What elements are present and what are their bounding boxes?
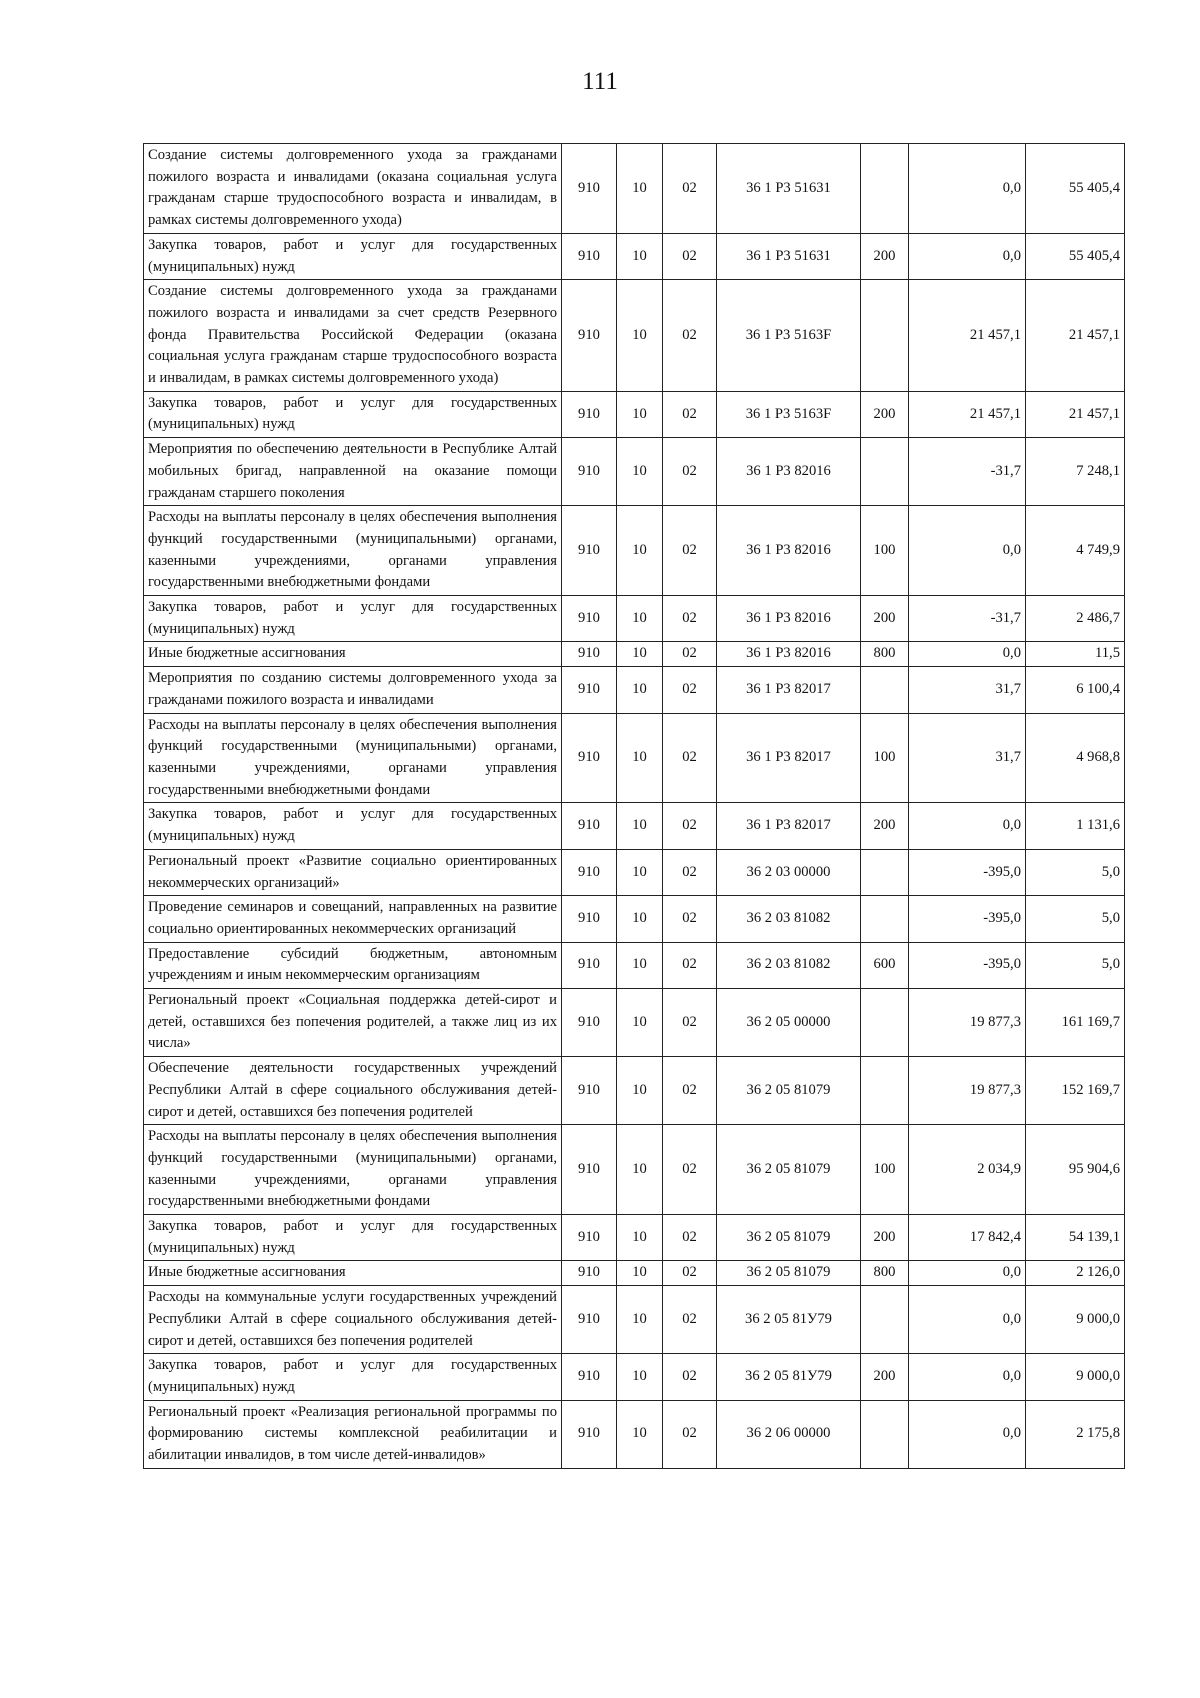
cell-target-article: 36 2 03 81082 xyxy=(717,942,861,988)
table-row xyxy=(144,1125,1125,1215)
cell-ministry-code: 910 xyxy=(562,1261,617,1286)
cell-expense-type xyxy=(861,1286,909,1354)
cell-section-code: 10 xyxy=(617,233,663,279)
cell-total-amount: 21 457,1 xyxy=(1026,280,1125,392)
cell-expense-type: 100 xyxy=(861,506,909,596)
table-row xyxy=(144,1057,1125,1125)
table-row xyxy=(144,1286,1125,1354)
cell-change-amount: 0,0 xyxy=(909,1400,1026,1468)
cell-target-article: 36 1 Р3 82017 xyxy=(717,713,861,803)
cell-ministry-code: 910 xyxy=(562,280,617,392)
cell-expense-type: 200 xyxy=(861,391,909,437)
cell-subsection-code: 02 xyxy=(663,1354,717,1400)
cell-section-code: 10 xyxy=(617,667,663,713)
cell-target-article: 36 2 06 00000 xyxy=(717,1400,861,1468)
cell-description: Расходы на выплаты персоналу в целях обеспечения выполнения функций государственными (муниципальными) органами, казенными учреждениями, органами управления государственными внебюджетными фондами xyxy=(144,506,562,596)
cell-section-code: 10 xyxy=(617,803,663,849)
table-row xyxy=(144,1261,1125,1286)
cell-subsection-code: 02 xyxy=(663,713,717,803)
cell-subsection-code: 02 xyxy=(663,942,717,988)
cell-ministry-code: 910 xyxy=(562,1354,617,1400)
cell-change-amount: 31,7 xyxy=(909,713,1026,803)
cell-section-code: 10 xyxy=(617,896,663,942)
cell-ministry-code: 910 xyxy=(562,233,617,279)
table-row xyxy=(144,233,1125,279)
page-number: 111 xyxy=(582,68,618,95)
cell-description: Закупка товаров, работ и услуг для государственных (муниципальных) нужд xyxy=(144,596,562,642)
cell-expense-type: 200 xyxy=(861,596,909,642)
cell-subsection-code: 02 xyxy=(663,803,717,849)
cell-section-code: 10 xyxy=(617,144,663,234)
table-row xyxy=(144,989,1125,1057)
cell-ministry-code: 910 xyxy=(562,642,617,667)
cell-subsection-code: 02 xyxy=(663,1215,717,1261)
cell-section-code: 10 xyxy=(617,1057,663,1125)
cell-subsection-code: 02 xyxy=(663,989,717,1057)
cell-ministry-code: 910 xyxy=(562,849,617,895)
cell-subsection-code: 02 xyxy=(663,506,717,596)
cell-change-amount: -31,7 xyxy=(909,438,1026,506)
cell-description: Мероприятия по обеспечению деятельности в Республике Алтай мобильных бригад, направленной на оказание помощи гражданам старшего поколения xyxy=(144,438,562,506)
cell-change-amount: 0,0 xyxy=(909,1354,1026,1400)
cell-ministry-code: 910 xyxy=(562,1215,617,1261)
cell-subsection-code: 02 xyxy=(663,144,717,234)
table-row xyxy=(144,1354,1125,1400)
table-body xyxy=(144,144,1125,1469)
cell-description: Иные бюджетные ассигнования xyxy=(144,642,562,667)
cell-description: Обеспечение деятельности государственных учреждений Республики Алтай в сфере социального обслуживания детей-сирот и детей, оставшихся без попечения родителей xyxy=(144,1057,562,1125)
table-row xyxy=(144,713,1125,803)
cell-target-article: 36 1 Р3 82017 xyxy=(717,803,861,849)
cell-ministry-code: 910 xyxy=(562,506,617,596)
cell-change-amount: 19 877,3 xyxy=(909,1057,1026,1125)
cell-total-amount: 9 000,0 xyxy=(1026,1286,1125,1354)
cell-section-code: 10 xyxy=(617,596,663,642)
cell-change-amount: -395,0 xyxy=(909,849,1026,895)
cell-subsection-code: 02 xyxy=(663,1261,717,1286)
cell-description: Расходы на выплаты персоналу в целях обеспечения выполнения функций государственными (муниципальными) органами, казенными учреждениями, органами управления государственными внебюджетными фондами xyxy=(144,1125,562,1215)
cell-target-article: 36 1 Р3 51631 xyxy=(717,144,861,234)
cell-ministry-code: 910 xyxy=(562,942,617,988)
cell-change-amount: 17 842,4 xyxy=(909,1215,1026,1261)
cell-description: Расходы на выплаты персоналу в целях обеспечения выполнения функций государственными (муниципальными) органами, казенными учреждениями, органами управления государственными внебюджетными фондами xyxy=(144,713,562,803)
cell-ministry-code: 910 xyxy=(562,596,617,642)
cell-expense-type xyxy=(861,280,909,392)
cell-target-article: 36 2 05 81У79 xyxy=(717,1354,861,1400)
table-row xyxy=(144,1215,1125,1261)
cell-subsection-code: 02 xyxy=(663,280,717,392)
table-row xyxy=(144,849,1125,895)
cell-expense-type xyxy=(861,438,909,506)
cell-expense-type: 600 xyxy=(861,942,909,988)
cell-target-article: 36 2 03 81082 xyxy=(717,896,861,942)
cell-expense-type: 800 xyxy=(861,642,909,667)
cell-description: Иные бюджетные ассигнования xyxy=(144,1261,562,1286)
cell-target-article: 36 1 Р3 82017 xyxy=(717,667,861,713)
cell-expense-type: 200 xyxy=(861,803,909,849)
cell-total-amount: 4 749,9 xyxy=(1026,506,1125,596)
table-row xyxy=(144,596,1125,642)
cell-subsection-code: 02 xyxy=(663,1400,717,1468)
cell-change-amount: 0,0 xyxy=(909,1286,1026,1354)
cell-change-amount: 0,0 xyxy=(909,803,1026,849)
cell-subsection-code: 02 xyxy=(663,391,717,437)
cell-subsection-code: 02 xyxy=(663,1286,717,1354)
table-row xyxy=(144,803,1125,849)
cell-change-amount: 0,0 xyxy=(909,233,1026,279)
cell-ministry-code: 910 xyxy=(562,989,617,1057)
cell-ministry-code: 910 xyxy=(562,803,617,849)
cell-section-code: 10 xyxy=(617,1354,663,1400)
cell-target-article: 36 1 Р3 51631 xyxy=(717,233,861,279)
cell-total-amount: 5,0 xyxy=(1026,849,1125,895)
cell-section-code: 10 xyxy=(617,506,663,596)
cell-ministry-code: 910 xyxy=(562,1057,617,1125)
cell-expense-type: 800 xyxy=(861,1261,909,1286)
cell-total-amount: 11,5 xyxy=(1026,642,1125,667)
table-row xyxy=(144,391,1125,437)
cell-total-amount: 55 405,4 xyxy=(1026,144,1125,234)
cell-description: Предоставление субсидий бюджетным, автономным учреждениям и иным некоммерческим организациям xyxy=(144,942,562,988)
cell-ministry-code: 910 xyxy=(562,391,617,437)
table-row xyxy=(144,896,1125,942)
cell-section-code: 10 xyxy=(617,1400,663,1468)
cell-change-amount: -31,7 xyxy=(909,596,1026,642)
table-row xyxy=(144,1400,1125,1468)
cell-section-code: 10 xyxy=(617,1286,663,1354)
cell-total-amount: 95 904,6 xyxy=(1026,1125,1125,1215)
cell-change-amount: 19 877,3 xyxy=(909,989,1026,1057)
cell-total-amount: 6 100,4 xyxy=(1026,667,1125,713)
cell-description: Создание системы долговременного ухода за гражданами пожилого возраста и инвалидами (оказана социальная услуга гражданам старше трудоспособного возраста и инвалидам, в рамках системы долговременного ухода) xyxy=(144,144,562,234)
cell-subsection-code: 02 xyxy=(663,1057,717,1125)
cell-subsection-code: 02 xyxy=(663,1125,717,1215)
cell-change-amount: 2 034,9 xyxy=(909,1125,1026,1215)
cell-description: Закупка товаров, работ и услуг для государственных (муниципальных) нужд xyxy=(144,803,562,849)
cell-description: Региональный проект «Реализация региональной программы по формированию системы комплексной реабилитации и абилитации инвалидов, в том числе детей-инвалидов» xyxy=(144,1400,562,1468)
cell-description: Региональный проект «Социальная поддержка детей-сирот и детей, оставшихся без попечения родителей, а также лиц из их числа» xyxy=(144,989,562,1057)
budget-table xyxy=(143,143,1125,1469)
cell-total-amount: 5,0 xyxy=(1026,896,1125,942)
cell-ministry-code: 910 xyxy=(562,1400,617,1468)
cell-section-code: 10 xyxy=(617,438,663,506)
cell-section-code: 10 xyxy=(617,989,663,1057)
cell-expense-type: 200 xyxy=(861,1354,909,1400)
cell-ministry-code: 910 xyxy=(562,1125,617,1215)
cell-target-article: 36 2 05 81079 xyxy=(717,1261,861,1286)
cell-total-amount: 55 405,4 xyxy=(1026,233,1125,279)
cell-target-article: 36 1 Р3 82016 xyxy=(717,596,861,642)
cell-description: Создание системы долговременного ухода за гражданами пожилого возраста и инвалидами за счет средств Резервного фонда Правительства Российской Федерации (оказана социальная услуга гражданам старше трудоспособного возраста и инвалидам, в рамках системы долговременного ухода) xyxy=(144,280,562,392)
cell-change-amount: 0,0 xyxy=(909,642,1026,667)
cell-expense-type xyxy=(861,896,909,942)
cell-ministry-code: 910 xyxy=(562,1286,617,1354)
cell-change-amount: 21 457,1 xyxy=(909,391,1026,437)
cell-description: Закупка товаров, работ и услуг для государственных (муниципальных) нужд xyxy=(144,1354,562,1400)
cell-subsection-code: 02 xyxy=(663,642,717,667)
cell-total-amount: 21 457,1 xyxy=(1026,391,1125,437)
cell-target-article: 36 2 05 81У79 xyxy=(717,1286,861,1354)
cell-section-code: 10 xyxy=(617,849,663,895)
cell-subsection-code: 02 xyxy=(663,667,717,713)
cell-target-article: 36 2 03 00000 xyxy=(717,849,861,895)
cell-section-code: 10 xyxy=(617,391,663,437)
cell-target-article: 36 1 Р3 5163F xyxy=(717,391,861,437)
cell-target-article: 36 1 Р3 82016 xyxy=(717,438,861,506)
cell-total-amount: 4 968,8 xyxy=(1026,713,1125,803)
cell-section-code: 10 xyxy=(617,280,663,392)
table-row xyxy=(144,642,1125,667)
cell-target-article: 36 1 Р3 82016 xyxy=(717,642,861,667)
cell-ministry-code: 910 xyxy=(562,438,617,506)
cell-description: Проведение семинаров и совещаний, направленных на развитие социально ориентированных некоммерческих организаций xyxy=(144,896,562,942)
table-row xyxy=(144,438,1125,506)
cell-target-article: 36 1 Р3 5163F xyxy=(717,280,861,392)
cell-expense-type: 100 xyxy=(861,713,909,803)
table-row xyxy=(144,667,1125,713)
cell-total-amount: 152 169,7 xyxy=(1026,1057,1125,1125)
table-row xyxy=(144,144,1125,234)
cell-subsection-code: 02 xyxy=(663,849,717,895)
cell-total-amount: 7 248,1 xyxy=(1026,438,1125,506)
cell-description: Региональный проект «Развитие социально ориентированных некоммерческих организаций» xyxy=(144,849,562,895)
cell-description: Расходы на коммунальные услуги государственных учреждений Республики Алтай в сфере социального обслуживания детей-сирот и детей, оставшихся без попечения родителей xyxy=(144,1286,562,1354)
cell-description: Закупка товаров, работ и услуг для государственных (муниципальных) нужд xyxy=(144,1215,562,1261)
cell-ministry-code: 910 xyxy=(562,144,617,234)
cell-change-amount: 0,0 xyxy=(909,144,1026,234)
cell-expense-type: 200 xyxy=(861,1215,909,1261)
cell-change-amount: 0,0 xyxy=(909,506,1026,596)
cell-expense-type xyxy=(861,849,909,895)
cell-section-code: 10 xyxy=(617,642,663,667)
cell-description: Мероприятия по созданию системы долговременного ухода за гражданами пожилого возраста и инвалидами xyxy=(144,667,562,713)
cell-section-code: 10 xyxy=(617,1215,663,1261)
cell-expense-type xyxy=(861,667,909,713)
cell-target-article: 36 1 Р3 82016 xyxy=(717,506,861,596)
cell-expense-type xyxy=(861,1400,909,1468)
cell-subsection-code: 02 xyxy=(663,596,717,642)
cell-change-amount: 31,7 xyxy=(909,667,1026,713)
cell-total-amount: 5,0 xyxy=(1026,942,1125,988)
cell-ministry-code: 910 xyxy=(562,713,617,803)
table-row xyxy=(144,280,1125,392)
cell-total-amount: 2 486,7 xyxy=(1026,596,1125,642)
cell-section-code: 10 xyxy=(617,1261,663,1286)
cell-change-amount: -395,0 xyxy=(909,942,1026,988)
cell-total-amount: 54 139,1 xyxy=(1026,1215,1125,1261)
cell-section-code: 10 xyxy=(617,713,663,803)
cell-total-amount: 2 175,8 xyxy=(1026,1400,1125,1468)
cell-change-amount: 0,0 xyxy=(909,1261,1026,1286)
cell-expense-type xyxy=(861,144,909,234)
cell-expense-type xyxy=(861,989,909,1057)
cell-section-code: 10 xyxy=(617,942,663,988)
cell-description: Закупка товаров, работ и услуг для государственных (муниципальных) нужд xyxy=(144,233,562,279)
table-row xyxy=(144,942,1125,988)
cell-expense-type: 100 xyxy=(861,1125,909,1215)
cell-total-amount: 9 000,0 xyxy=(1026,1354,1125,1400)
cell-total-amount: 161 169,7 xyxy=(1026,989,1125,1057)
cell-target-article: 36 2 05 00000 xyxy=(717,989,861,1057)
cell-expense-type xyxy=(861,1057,909,1125)
cell-ministry-code: 910 xyxy=(562,896,617,942)
cell-total-amount: 2 126,0 xyxy=(1026,1261,1125,1286)
cell-target-article: 36 2 05 81079 xyxy=(717,1057,861,1125)
cell-total-amount: 1 131,6 xyxy=(1026,803,1125,849)
cell-subsection-code: 02 xyxy=(663,233,717,279)
cell-change-amount: -395,0 xyxy=(909,896,1026,942)
cell-target-article: 36 2 05 81079 xyxy=(717,1215,861,1261)
cell-ministry-code: 910 xyxy=(562,667,617,713)
cell-description: Закупка товаров, работ и услуг для государственных (муниципальных) нужд xyxy=(144,391,562,437)
cell-expense-type: 200 xyxy=(861,233,909,279)
cell-subsection-code: 02 xyxy=(663,896,717,942)
cell-section-code: 10 xyxy=(617,1125,663,1215)
cell-change-amount: 21 457,1 xyxy=(909,280,1026,392)
cell-target-article: 36 2 05 81079 xyxy=(717,1125,861,1215)
cell-subsection-code: 02 xyxy=(663,438,717,506)
table-row xyxy=(144,506,1125,596)
